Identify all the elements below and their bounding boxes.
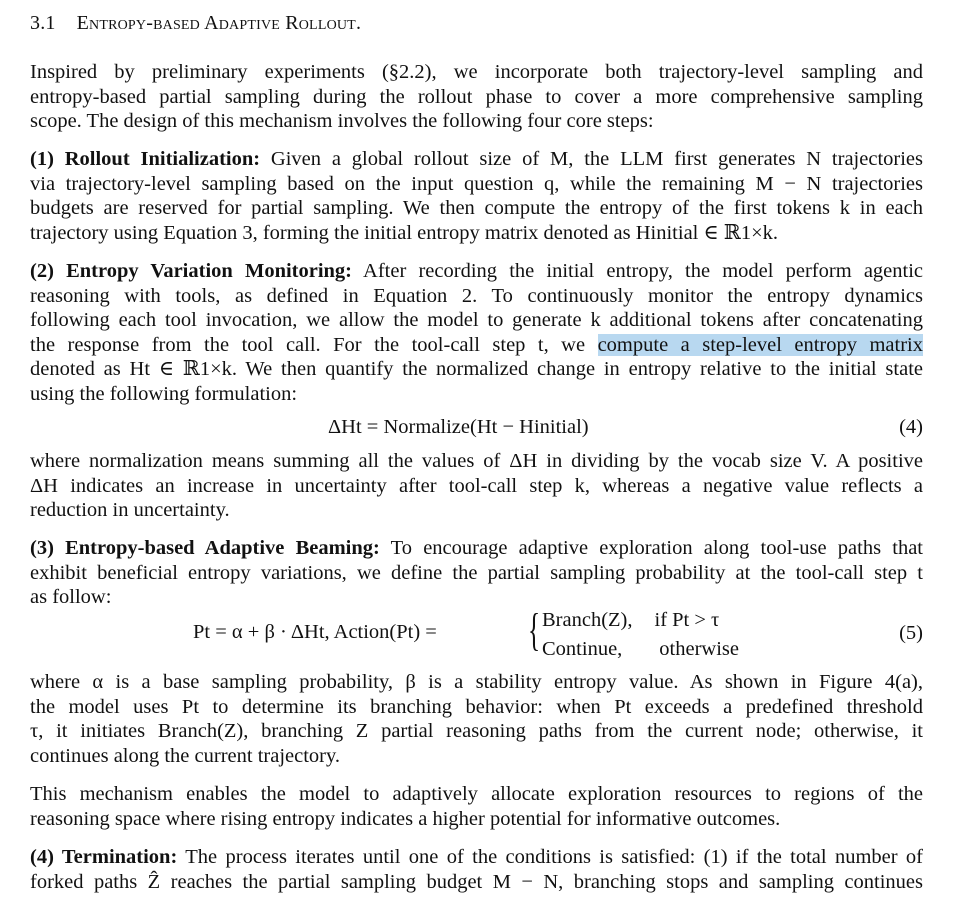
equation-5-lhs: Pt = α + β · ΔHt, Action(Pt) = <box>193 621 437 643</box>
case-continue: Continue, <box>542 638 623 660</box>
section-title: Entropy-based Adaptive Rollout. <box>76 12 362 34</box>
equation-4-number: (4) <box>899 416 923 438</box>
equation-5-number: (5) <box>899 622 923 644</box>
text-line: This mechanism enables the model to adaptively allocate exploration resources to regions of the <box>30 783 923 805</box>
text-line: forked paths Ẑ reaches the partial sampling budget M − N, branching stops and sampling continues <box>30 870 923 893</box>
equation-5 <box>30 606 923 666</box>
after-eq4-paragraph <box>30 449 923 523</box>
text-line: where normalization means summing all the values of ΔH in dividing by the vocab size V. A positive <box>30 450 923 472</box>
step2-heading: (2) Entropy Variation Monitoring: <box>30 260 353 282</box>
equation-5-cases <box>528 606 739 664</box>
step4-heading: (4) Termination: <box>30 846 178 868</box>
text-line: where α is a base sampling probability, β is a stability entropy value. As shown in Figure 4(a), <box>30 671 923 693</box>
case-continue-condition: otherwise <box>659 638 739 660</box>
equation-4-formula: ΔHt = Normalize(Ht − Hinitial) <box>328 416 589 438</box>
step3-heading: (3) Entropy-based Adaptive Beaming: <box>30 537 380 559</box>
step3-paragraph <box>30 536 923 610</box>
text-line: trajectory using Equation 3, forming the initial entropy matrix denoted as Hinitial ∈ ℝ1×k. <box>30 221 779 244</box>
text-line: denoted as Ht ∈ ℝ1×k. We then quantify the normalized change in entropy relative to the initial state <box>30 358 923 381</box>
left-brace: { <box>528 604 541 655</box>
text-line: (3) Entropy-based Adaptive Beaming: To encourage adaptive exploration along tool-use paths that <box>30 537 923 559</box>
text-line: following each tool invocation, we allow the model to generate k additional tokens after concatenating <box>30 309 923 332</box>
text-line: the model uses Pt to determine its branching behavior: when Pt exceeds a predefined threshold <box>30 695 923 718</box>
after-eq5-paragraph <box>30 670 923 768</box>
text-line: reasoning with tools, as defined in Equation 2. To continuously monitor the entropy dynamics <box>30 284 923 307</box>
text-line: scope. The design of this mechanism involves the following four core steps: <box>30 110 654 133</box>
case-branch-condition: if Pt > τ <box>654 609 720 631</box>
intro-paragraph <box>30 60 923 134</box>
mechanism-paragraph <box>30 782 923 831</box>
text-line: Inspired by preliminary experiments (§2.2), we incorporate both trajectory-level sampling and <box>30 61 923 83</box>
selected-text-highlight[interactable]: compute a step-level entropy matrix <box>597 333 923 356</box>
step4-paragraph <box>30 845 923 894</box>
text-line: (4) Termination: The process iterates until one of the conditions is satisfied: (1) if the total number of <box>30 846 923 868</box>
text-line: τ, it initiates Branch(Z), branching Z partial reasoning paths from the current node; otherwise, it <box>30 720 923 743</box>
text-line: using the following formulation: <box>30 382 298 405</box>
text-line: via trajectory-level sampling based on the input question q, while the remaining M − N trajectories <box>30 172 923 195</box>
text-line: continues along the current trajectory. <box>30 744 341 767</box>
case-branch: Branch(Z), <box>542 609 633 631</box>
text-line highlighted-line[interactable]: the response from the tool call. For the tool-call step t, we compute a step-level entropy matrix <box>30 333 923 356</box>
step2-paragraph <box>30 259 923 407</box>
text-line: reduction in uncertainty. <box>30 499 230 522</box>
section-heading <box>30 12 361 35</box>
text-line: (2) Entropy Variation Monitoring: After recording the initial entropy, the model perform agentic <box>30 260 924 282</box>
equation-4 <box>30 416 923 444</box>
text-line: budgets are reserved for partial sampling. We then compute the entropy of the first tokens k in each <box>30 197 923 220</box>
text-line: as follow: <box>30 586 112 609</box>
step1-paragraph <box>30 147 923 245</box>
text-line: reasoning space where rising entropy indicates a higher potential for informative outcomes. <box>30 807 781 830</box>
section-number: 3.1 <box>30 12 56 34</box>
text-line: (1) Rollout Initialization: Given a global rollout size of M, the LLM first generates N trajectories <box>30 148 923 170</box>
text-line: exhibit beneficial entropy variations, we define the partial sampling probability at the tool-call step t <box>30 561 923 584</box>
text-line: ΔH indicates an increase in uncertainty after tool-call step k, whereas a negative value reflects a <box>30 474 923 497</box>
text-line: entropy-based partial sampling during the rollout phase to cover a more comprehensive sampling <box>30 85 923 108</box>
step1-heading: (1) Rollout Initialization: <box>30 148 261 170</box>
